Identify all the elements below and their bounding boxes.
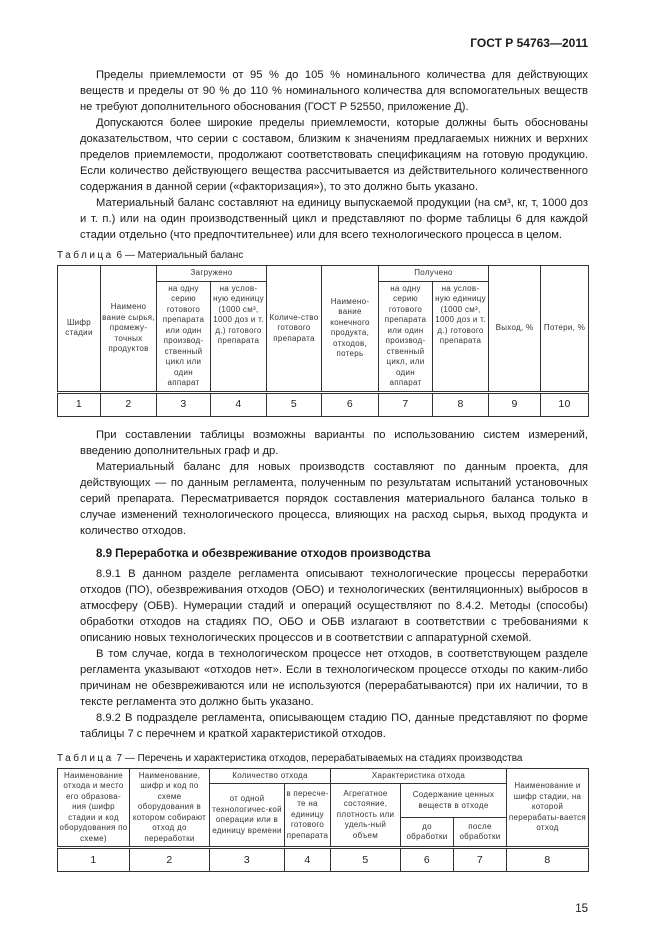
- paragraph: Материальный баланс для новых производств составляют по данным проекта, для действующих — по данным регламента, полученным по результатам испытаний установочных серий препарата. Пересматривается порядок составления материального баланса только в случае изменений технологического процесса, влияющих на расход сырья, выход продукта и количество отходов.: [80, 460, 588, 537]
- header-cell: Наименование, шифр и код по схеме оборудования в котором собирают отход до переработки: [130, 768, 210, 848]
- header-group: Загружено: [157, 266, 267, 282]
- header-cell: на одну серию готового препарата или один производ-ственный цикл или один аппарат: [157, 281, 211, 392]
- column-number: 1: [58, 848, 130, 872]
- header-group: Содержание ценных веществ в отходе: [401, 784, 507, 818]
- column-number: 6: [322, 392, 379, 416]
- column-number: 8: [507, 848, 589, 872]
- paragraph: Пределы приемлемости от 95 % до 105 % номинального количества для действующих веществ и пределы от 90 % до 110 % номинального количества для вспомогательных веществ не требуют дополнительного обоснования (ГОСТ Р 52550, приложение Д).: [80, 69, 588, 113]
- material-balance-table: [57, 265, 589, 417]
- header-cell: Шифр стадии: [58, 266, 101, 393]
- header-cell: Наимено вание сырья, промежу-точных продуктов: [101, 266, 157, 393]
- page-number: 15: [575, 903, 588, 915]
- header-group: Характеристика отхода: [331, 768, 507, 784]
- table6-caption: [57, 249, 588, 262]
- column-number: 1: [58, 392, 101, 416]
- column-number: 7: [454, 848, 507, 872]
- header-cell: после обработки: [454, 818, 507, 848]
- table7-caption: [57, 752, 588, 765]
- paragraph: Материальный баланс составляют на единицу выпускаемой продукции (на см³, кг, т, 1000 доз и т. п.) или на один производственный цикл и представляют по форме таблицы 6 для каждой стадии отдельно (что предпочтительнее) или для всего технологического процесса в целом.: [80, 197, 588, 241]
- document-code: ГОСТ Р 54763—2011: [470, 36, 588, 50]
- paragraph: 8.9.1 В данном разделе регламента описывают технологические процессы переработки отходов (ПО), обезвреживания отходов (ОБО) и технологических (вентиляционных) выбросов в атмосферу (ОБВ). Нумерации стадий и операций осуществляют по 8.4.2. Методы (способы) обработки отходов на стадиях ПО, ОБО и ОБВ излагают в соответствии с требованиями к описанию новых технологических процессов и в соответствии с аппаратурной схемой.: [80, 567, 588, 644]
- header-cell: Потери, %: [541, 266, 589, 393]
- caption-text: 6 — Материальный баланс: [116, 250, 244, 261]
- header-cell: Выход, %: [489, 266, 541, 393]
- column-number: 3: [157, 392, 211, 416]
- paragraph: При составлении таблицы возможны варианты по использованию систем измерений, введению дополнительных граф и др.: [80, 428, 588, 457]
- section-heading: 8.9 Переработка и обезвреживание отходов производства: [96, 547, 431, 560]
- column-number: 7: [379, 392, 433, 416]
- header-group: Получено: [379, 266, 489, 282]
- column-number: 2: [101, 392, 157, 416]
- header-cell: до обработки: [401, 818, 454, 848]
- column-number: 5: [331, 848, 401, 872]
- paragraph: Допускаются более широкие пределы приемлемости, которые должны быть обоснованы доказательством, что серии с составом, близким к значениям предлагаемых нижних и верхних пределов приемлемости, продолжают соответствовать спецификациям на готовую продукцию. Если количество действующего вещества рассчитывается из действительного количественного содержания в данной серии («факторизация»), то это должно быть указано.: [80, 117, 588, 193]
- column-number: 8: [433, 392, 489, 416]
- header-cell: Наимено-вание конечного продукта, отходов, потерь: [322, 266, 379, 393]
- paragraph: В том случае, когда в технологическом процессе нет отходов, в соответствующем разделе регламента указывают «отходов нет». Если в технологическом процессе отходы по каким-либо причинам не обезвреживаются или не используются (перерабатываются) при их наличии, то в тексте регламента это должно быть указано.: [80, 647, 588, 708]
- caption-text: 7 — Перечень и характеристика отходов, перерабатываемых на стадиях производства: [116, 752, 523, 764]
- header-cell: Наименование и шифр стадии, на которой перерабаты-вается отход: [507, 768, 589, 848]
- column-number: 5: [267, 392, 322, 416]
- waste-table: [57, 768, 589, 873]
- text-block-1: [80, 67, 588, 243]
- column-number: 3: [210, 848, 285, 872]
- header-group: Количество отхода: [210, 768, 331, 784]
- header-cell: в пересче-те на единицу готового препарата: [285, 784, 331, 848]
- column-number: 4: [285, 848, 331, 872]
- header-cell: на услов-ную единицу (1000 см³, 1000 доз и т. д.) готового препарата: [211, 281, 267, 392]
- text-block-2: [80, 427, 588, 742]
- column-number: 9: [489, 392, 541, 416]
- header-cell: на одну серию готового препарата или один производ-ственный цикл, или один аппарат: [379, 281, 433, 392]
- column-number: 10: [541, 392, 589, 416]
- column-number: 6: [401, 848, 454, 872]
- column-number: 2: [130, 848, 210, 872]
- header-cell: Наименование отхода и место его образова-ния (шифр стадии и код оборудования по схеме): [58, 768, 130, 848]
- paragraph: 8.9.2 В подразделе регламента, описывающем стадию ПО, данные представляют по форме таблицы 7 с перечнем и краткой характеристикой отходов.: [80, 711, 588, 740]
- header-cell: Количе-ство готового препарата: [267, 266, 322, 393]
- column-number: 4: [211, 392, 267, 416]
- caption-prefix: Таблица: [57, 250, 114, 261]
- header-cell: от одной технологичес-кой операции или в единицу времени: [210, 784, 285, 848]
- header-cell: на услов-ную единицу (1000 см³, 1000 доз и т. д.) готового препарата: [433, 281, 489, 392]
- caption-prefix: Таблица: [57, 752, 114, 764]
- header-cell: Агрегатное состояние, плотность или удель-ный объем: [331, 784, 401, 848]
